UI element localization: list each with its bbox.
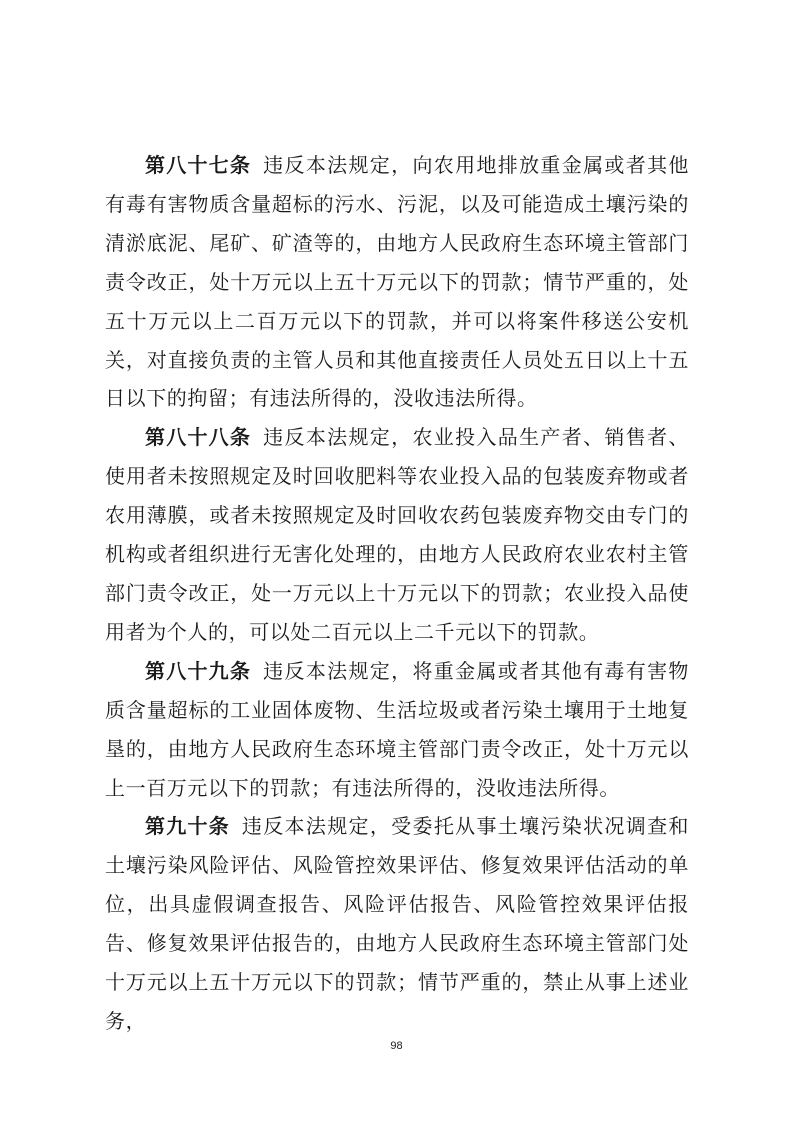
article-body: 违反本法规定，受委托从事土壤污染状况调查和土壤污染风险评估、风险管控效果评估、修复效果评估活动的单位，出具虚假调查报告、风险评估报告、风险管控效果评估报告、修复效果评估报告的，由地方人民政府生态环境主管部门处十万元以上五十万元以下的罚款；情节严重的，禁止从事上述业务， [105,814,689,1033]
article-body: 违反本法规定，将重金属或者其他有毒有害物质含量超标的工业固体废物、生活垃圾或者污染土壤用于土地复垦的，由地方人民政府生态环境主管部门责令改正，处十万元以上一百万元以下的罚款；有违法所得的，没收违法所得。 [105,658,690,800]
article-title: 第八十九条 [145,658,252,683]
article-87 [105,146,689,418]
page-body [105,146,689,1041]
article-90 [105,807,689,1040]
page-number: 98 [390,1040,403,1052]
article-title: 第八十八条 [145,425,252,450]
article-89 [105,652,689,808]
article-body: 违反本法规定，农业投入品生产者、销售者、使用者未按照规定及时回收肥料等农业投入品的包装废弃物或者农用薄膜，或者未按照规定及时回收农药包装废弃物交由专门的机构或者组织进行无害化处理的，由地方人民政府农业农村主管部门责令改正，处一万元以上十万元以下的罚款；农业投入品使用者为个人的，可以处二百元以上二千元以下的罚款。 [105,425,690,644]
article-title: 第九十条 [145,814,230,839]
article-body: 违反本法规定，向农用地排放重金属或者其他有毒有害物质含量超标的污水、污泥，以及可能造成土壤污染的清淤底泥、尾矿、矿渣等的，由地方人民政府生态环境主管部门责令改正，处十万元以上五十万元以下的罚款；情节严重的，处五十万元以上二百万元以下的罚款，并可以将案件移送公安机关，对直接负责的主管人员和其他直接责任人员处五日以上十五日以下的拘留；有违法所得的，没收违法所得。 [105,153,690,411]
article-88 [105,418,689,651]
article-title: 第八十七条 [145,153,252,177]
